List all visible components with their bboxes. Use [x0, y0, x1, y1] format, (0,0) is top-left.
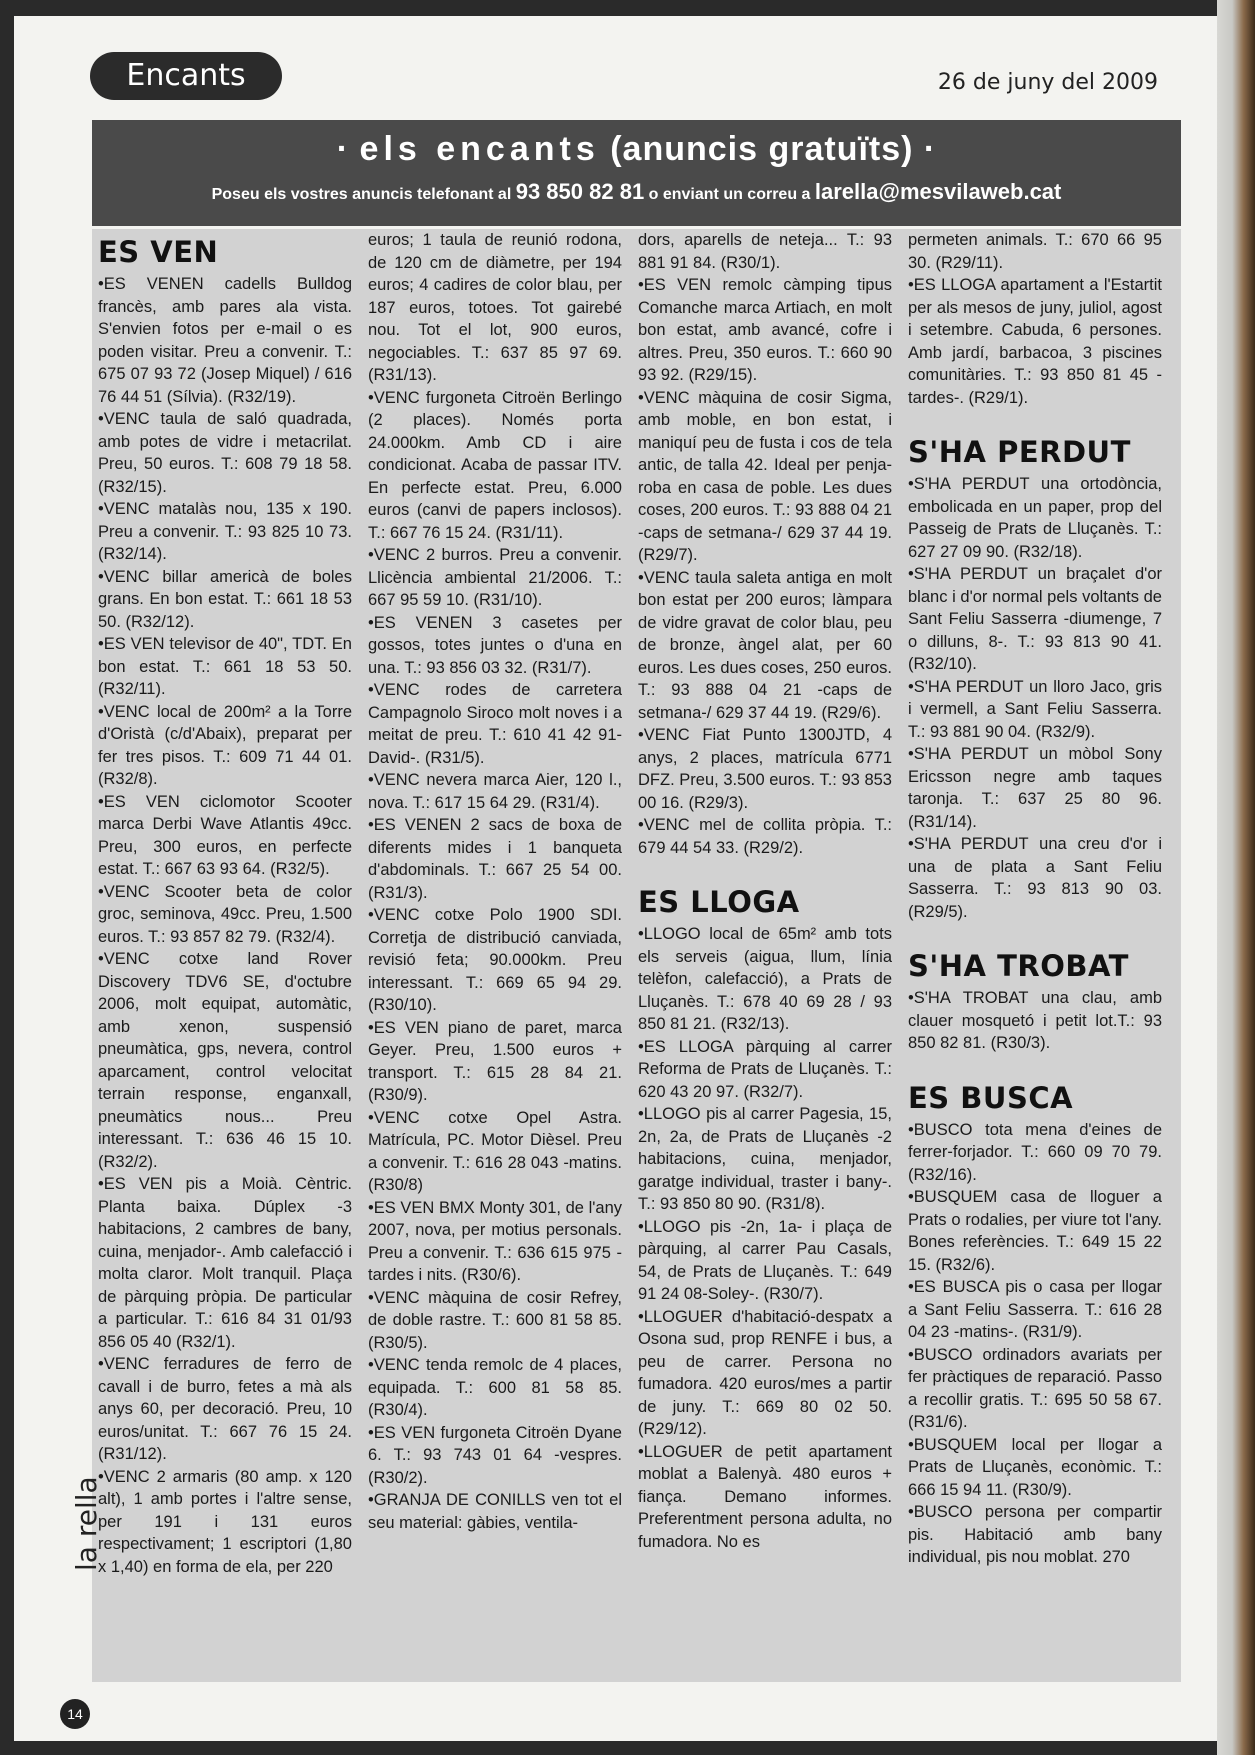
issue-date: 26 de juny del 2009 — [937, 70, 1158, 95]
classified-ad: •S'HA TROBAT una clau, amb clauer mosquetó i petit lot.T.: 93 850 82 81. (R30/3). — [908, 989, 1162, 1052]
ads-es-lloga-cont — [908, 229, 1162, 409]
classified-ad: •ES VEN pis a Moià. Cèntric. Planta baixa. Dúplex -3 habitacions, 2 cambres de bany, cuina, menjador-. Amb calefacció i molta claror. Molt tranquil. Plaça de pàrquing pròpia. De particular a particular. T.: 616 84 31 01/93 856 05 40 (R32/1). — [98, 1175, 352, 1351]
classified-ad: euros; 1 taula de reunió rodona, de 120 cm de diàmetre, per 194 euros; 4 cadires de color blau, per 187 euros, totoes. Tot gairebé nou. Tot el lot, 900 euros, negociables. T.: 637 85 97 69. (R31/13). — [368, 231, 622, 384]
classified-ad: •S'HA PERDUT un braçalet d'or blanc i d'or normal pels voltants de Sant Feliu Sasserra -diumenge, 7 o dilluns, 8-. T.: 93 813 90 41. (R32/10). — [908, 565, 1162, 673]
classified-ad: •S'HA PERDUT un mòbol Sony Ericsson negre amb taques taronja. T.: 637 25 80 96. (R31/14). — [908, 745, 1162, 831]
banner-subtitle: Poseu els vostres anuncis telefonant al 93 850 82 81 o enviant un correu a larella@mesvilaweb.cat — [211, 179, 1062, 204]
classified-ad: •VENC taula saleta antiga en molt bon estat per 200 euros; làmpara de vidre gravat de color blau, peu de bronze, àngel alat, per 60 euros. Les dues coses, 250 euros. T.: 93 888 04 21 -caps de setmana-/ 629 37 44 19. (R29/6). — [638, 568, 892, 722]
heading-es-lloga: ES LLOGA — [638, 885, 800, 919]
classified-ad: •ES LLOGA pàrquing al carrer Reforma de Prats de Lluçanès. T.: 620 43 20 97. (R32/7). — [638, 1037, 892, 1101]
classified-ad: •BUSCO ordinadors avariats per fer pràctiques de reparació. Passo a recollir gratis. T.: 695 50 58 67. (R31/6). — [908, 1345, 1162, 1431]
ads-es-lloga — [638, 923, 892, 1553]
classified-ad: •LLOGUER de petit apartament moblat a Balenyà. 480 euros + fiança. Demano informes. Preferentment persona adulta, no fumadora. No es — [638, 1442, 892, 1551]
classified-ad: •ES VENEN 3 casetes per gossos, totes juntes o d'una en una. T.: 93 856 03 32. (R31/7). — [368, 613, 622, 677]
classified-ad: •VENC cotxe Polo 1900 SDI. Corretja de distribució canviada, revisió feta; 90.000km. Preu interessant. T.: 669 65 94 29. (R30/10). — [368, 906, 622, 1014]
page-spine — [1217, 0, 1255, 1755]
classified-ad: •LLOGUER d'habitació-despatx a Osona sud, prop RENFE i bus, a peu de carrer. Persona no fumadora. 420 euros/mes a partir de juny. T.: 669 80 02 50. (R29/12). — [638, 1307, 892, 1438]
ads-es-ven-cont2 — [638, 229, 892, 859]
classified-ad: •BUSQUEM local per llogar a Prats de Lluçanès, econòmic. T.: 666 15 94 11. (R30/9). — [908, 1435, 1162, 1499]
page-number: 14 — [60, 1699, 90, 1729]
classified-ad: •S'HA PERDUT una ortodòncia, embolicada en un paper, prop del Passeig de Prats de Lluçanès. T.: 627 27 09 90. (R32/18). — [908, 475, 1162, 561]
classified-ad: •BUSCO persona per compartir pis. Habitació amb bany individual, pis nou moblat. 270 — [908, 1503, 1162, 1566]
classified-ad: •VENC tenda remolc de 4 places, equipada. T.: 600 81 58 85. (R30/4). — [368, 1356, 622, 1419]
classified-ad: permeten animals. T.: 670 66 95 30. (R29/11). — [908, 231, 1162, 272]
contact-phone: 93 850 82 81 — [515, 179, 645, 204]
heading-es-busca: ES BUSCA — [908, 1080, 1074, 1115]
classified-ad: •ES VEN furgoneta Citroën Dyane 6. T.: 93 743 01 64 -vespres. (R30/2). — [368, 1423, 622, 1487]
contact-email: larella@mesvilaweb.cat — [814, 179, 1062, 204]
ads-sha-perdut — [908, 473, 1162, 923]
classified-ad: •LLOGO pis al carrer Pagesia, 15, 2n, 2a, de Prats de Lluçanès -2 habitacions, cuina, menjador, garatge individual, traster i bany-. T.: 93 850 80 90. (R31/8). — [638, 1105, 892, 1213]
classified-ad: •ES VEN remolc càmping tipus Comanche marca Artiach, en molt bon estat, amb avancé, cofre i altres. Preu, 350 euros. T.: 660 90 93 92. (R29/15). — [638, 276, 892, 384]
heading-sha-perdut: S'HA PERDUT — [908, 435, 1131, 469]
classified-ad: •ES VEN ciclomotor Scooter marca Derbi Wave Atlantis 49cc. Preu, 300 euros, en perfecte estat. T.: 667 63 93 64. (R32/5). — [98, 792, 352, 878]
section-label: Encants — [90, 52, 282, 100]
magazine-name: la rella — [70, 1476, 103, 1571]
ads-es-busca — [908, 1119, 1162, 1569]
classified-ad: •ES VEN BMX Monty 301, de l'any 2007, nova, per motius personals. Preu a convenir. T.: 636 615 975 -tardes i nits. (R30/6). — [368, 1198, 622, 1284]
classified-ad: •VENC Scooter beta de color groc, seminova, 49cc. Preu, 1.500 euros. T.: 93 857 82 79. (R32/4). — [98, 882, 352, 946]
classified-ad: •ES VEN televisor de 40", TDT. En bon estat. T.: 661 18 53 50. (R32/11). — [98, 635, 352, 698]
column-3 — [638, 229, 892, 1679]
banner-title: · els encants (anuncis gratuïts) · — [336, 130, 937, 168]
classified-ad: •ES BUSCA pis o casa per llogar a Sant Feliu Sasserra. T.: 616 28 04 23 -matins-. (R31/9). — [908, 1278, 1162, 1341]
classified-ad: •BUSQUEM casa de lloguer a Prats o rodalies, per viure tot l'any. Bones referències. T.: 649 15 22 15. (R32/6). — [908, 1188, 1162, 1274]
ads-sha-trobat — [908, 987, 1162, 1055]
classified-ad: •VENC Fiat Punto 1300JTD, 4 anys, 2 places, matrícula 6771 DFZ. Preu, 3.500 euros. T.: 93 853 00 16. (R29/3). — [638, 726, 892, 812]
magazine-page — [14, 16, 1236, 1741]
classified-ad: •VENC local de 200m² a la Torre d'Oristà (c/d'Abaix), preparat per fer tres pisos. T.: 609 71 44 01. (R32/8). — [98, 702, 352, 788]
classified-ad: •LLOGO local de 65m² amb tots els serveis (aigua, llum, línia telèfon, calefacció), a Prats de Lluçanès. T.: 678 40 69 28 / 93 850 81 21. (R32/13). — [638, 925, 892, 1033]
heading-sha-trobat: S'HA TROBAT — [908, 949, 1129, 983]
classified-ad: •VENC rodes de carretera Campagnolo Siroco molt noves i a meitat de preu. T.: 610 41 42 91-David-. (R31/5). — [368, 681, 622, 767]
classified-ad: •BUSCO tota mena d'eines de ferrer-forjador. T.: 660 09 70 79. (R32/16). — [908, 1120, 1162, 1184]
classified-ad: •VENC cotxe land Rover Discovery TDV6 SE, d'octubre 2006, molt equipat, automàtic, amb xenon, suspensió pneumàtica, gps, nevera, control aparcament, control velocitat terrain response, enganxall, pneumàtics nous... Preu interessant. T.: 636 46 15 10. (R32/2). — [98, 950, 352, 1171]
ads-es-ven — [98, 273, 352, 1578]
classified-ad: •VENC màquina de cosir Sigma, amb moble, en bon estat, i maniquí peu de fusta i cos de tela antic, de talla 42. Ideal per penja-roba en casa de poble. Les dues coses, 200 euros. T.: 93 888 04 21 -caps de setmana-/ 629 37 44 19. (R29/7). — [638, 388, 892, 564]
classified-ad: •VENC mel de collita pròpia. T.: 679 44 54 33. (R29/2). — [638, 816, 892, 857]
classified-ad: •LLOGO pis -2n, 1a- i plaça de pàrquing, al carrer Pau Casals, 54, de Prats de Lluçanès. T.: 649 91 24 08-Soley-. (R30/7). — [638, 1217, 892, 1303]
classified-ad: •VENC furgoneta Citroën Berlingo (2 places). Només porta 24.000km. Amb CD i aire condicionat. Acaba de passar ITV. En perfecte estat. Preu, 6.000 euros (canvi de papers inclosos). T.: 667 76 15 24. (R31/11). — [368, 388, 622, 542]
classified-ad: •VENC matalàs nou, 135 x 190. Preu a convenir. T.: 93 825 10 73. (R32/14). — [98, 500, 352, 563]
classified-ad: •VENC màquina de cosir Refrey, de doble rastre. T.: 600 81 58 85. (R30/5). — [368, 1288, 622, 1352]
classified-ad: •VENC nevera marca Aier, 120 l., nova. T.: 617 15 64 29. (R31/4). — [368, 771, 622, 812]
column-4 — [908, 229, 1162, 1679]
classified-ad: •S'HA PERDUT una creu d'or i una de plata a Sant Feliu Sasserra. T.: 93 813 90 03. (R29/5). — [908, 835, 1162, 921]
column-2 — [368, 229, 622, 1679]
classified-ad: •VENC 2 burros. Preu a convenir. Llicència ambiental 21/2006. T.: 667 95 59 10. (R31/10). — [368, 546, 622, 609]
classified-ad: •ES VENEN 2 sacs de boxa de diferents mides i 1 banqueta d'abdominals. T.: 667 25 54 00. (R31/3). — [368, 816, 622, 902]
column-1 — [98, 229, 352, 1679]
classifieds-content — [92, 229, 1181, 1682]
classified-ad: •VENC billar americà de boles grans. En bon estat. T.: 661 18 53 50. (R32/12). — [98, 567, 352, 631]
classifieds-banner — [92, 120, 1181, 226]
heading-es-ven: ES VEN — [98, 235, 219, 269]
classified-ad: •VENC 2 armaris (80 amp. x 120 alt), 1 amb portes i l'altre sense, per 191 i 131 euros respectivament; 1 escriptori (1,80 x 1,40) en forma de ela, per 220 — [98, 1467, 352, 1576]
classified-ad: •ES VENEN cadells Bulldog francès, amb pares ala vista. S'envien fotos per e-mail o es poden visitar. Preu a convenir. T.: 675 07 93 72 (Josep Miquel) / 616 76 44 51 (Sílvia). (R32/19). — [98, 275, 352, 406]
classified-ad: •VENC ferradures de ferro de cavall i de burro, fetes a mà als anys 60, per decoració. Preu, 10 euros/unitat. T.: 667 76 15 24. (R31/12). — [98, 1355, 352, 1463]
classified-ad: •ES LLOGA apartament a l'Estartit per als mesos de juny, juliol, agost i setembre. Cabuda, 6 persones. Amb jardí, barbacoa, 3 piscines comunitàries. T.: 93 850 81 45 -tardes-. (R29/1). — [908, 276, 1162, 407]
classified-ad: •GRANJA DE CONILLS ven tot el seu material: gàbies, ventila- — [368, 1491, 622, 1532]
ads-es-ven-cont — [368, 229, 622, 1534]
classified-ad: •VENC cotxe Opel Astra. Matrícula, PC. Motor Dièsel. Preu a convenir. T.: 616 28 043 -matins. (R30/8) — [368, 1108, 622, 1194]
classified-ad: •ES VEN piano de paret, marca Geyer. Preu, 1.500 euros + transport. T.: 615 28 84 21. (R30/9). — [368, 1018, 622, 1104]
classified-ad: •VENC taula de saló quadrada, amb potes de vidre i metacrilat. Preu, 50 euros. T.: 608 79 18 58. (R32/15). — [98, 410, 352, 496]
classified-ad: •S'HA PERDUT un lloro Jaco, gris i vermell, a Sant Feliu Sasserra. T.: 93 881 90 04. (R32/9). — [908, 677, 1162, 741]
classified-ad: dors, aparells de neteja... T.: 93 881 91 84. (R30/1). — [638, 231, 892, 272]
